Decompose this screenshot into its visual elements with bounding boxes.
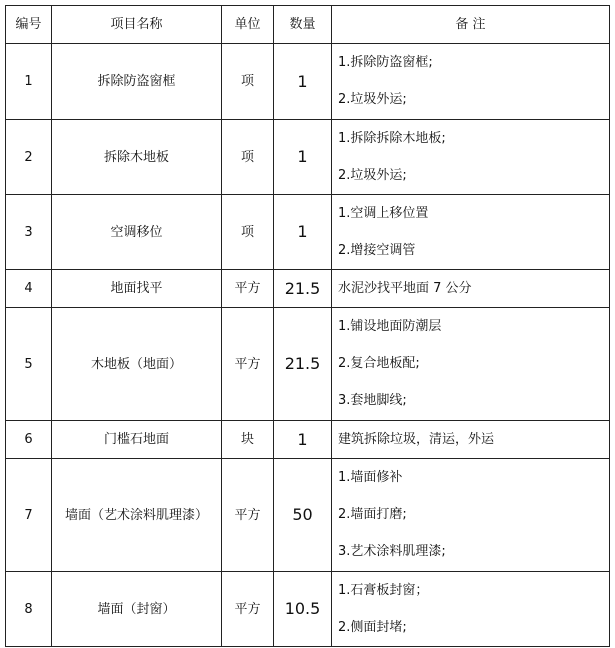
cell-name: 地面找平 (52, 270, 222, 308)
cell-qty: 21.5 (274, 308, 332, 421)
note-line: 2.垃圾外运; (338, 92, 407, 107)
note-line: 3.艺术涂料肌理漆; (338, 544, 446, 559)
cell-unit: 项 (222, 195, 274, 270)
table-row (6, 572, 610, 647)
table-row (6, 421, 610, 459)
header-unit: 单位 (222, 6, 274, 44)
quote-table (5, 5, 610, 647)
cell-unit: 项 (222, 120, 274, 195)
header-note: 备 注 (332, 6, 610, 44)
quote-sheet (5, 5, 609, 647)
note-line: 1.铺设地面防潮层 (338, 319, 442, 334)
note-line: 1.空调上移位置 (338, 205, 429, 221)
cell-name: 门槛石地面 (52, 421, 222, 459)
cell-unit: 块 (222, 421, 274, 459)
cell-name: 木地板（地面） (52, 308, 222, 421)
header-row (6, 6, 610, 44)
cell-note (332, 308, 610, 421)
cell-note (332, 459, 610, 572)
cell-qty: 50 (274, 459, 332, 572)
note-line: 建筑拆除垃圾，清运，外运 (338, 431, 495, 447)
cell-unit: 平方 (222, 572, 274, 647)
cell-qty: 1 (274, 195, 332, 270)
cell-unit: 平方 (222, 308, 274, 421)
cell-no: 2 (6, 120, 52, 195)
cell-no: 8 (6, 572, 52, 647)
cell-unit: 平方 (222, 270, 274, 308)
note-line: 1.石膏板封窗； (338, 582, 429, 598)
cell-no: 7 (6, 459, 52, 572)
cell-no: 5 (6, 308, 52, 421)
cell-name: 拆除木地板 (52, 120, 222, 195)
cell-name: 墙面（艺术涂料肌理漆） (52, 459, 222, 572)
cell-qty: 21.5 (274, 270, 332, 308)
cell-no: 4 (6, 270, 52, 308)
note-line: 2.侧面封堵; (338, 619, 407, 635)
cell-unit: 平方 (222, 459, 274, 572)
cell-name: 空调移位 (52, 195, 222, 270)
cell-name: 拆除防盗窗框 (52, 44, 222, 120)
cell-qty: 1 (274, 44, 332, 120)
cell-note (332, 195, 610, 270)
note-line: 2.垃圾外运; (338, 167, 407, 183)
note-line: 水泥沙找平地面 7 公分 (338, 280, 472, 296)
cell-qty: 10.5 (274, 572, 332, 647)
note-line: 1.拆除拆除木地板; (338, 130, 446, 146)
cell-no: 3 (6, 195, 52, 270)
table-row (6, 120, 610, 195)
note-line: 3.套地脚线; (338, 393, 407, 408)
note-line: 1.拆除防盗窗框; (338, 55, 433, 70)
cell-qty: 1 (274, 120, 332, 195)
table-row (6, 44, 610, 120)
note-line: 2.复合地板配; (338, 356, 420, 371)
cell-note (332, 572, 610, 647)
cell-note (332, 421, 610, 459)
cell-qty: 1 (274, 421, 332, 459)
cell-note (332, 120, 610, 195)
cell-no: 6 (6, 421, 52, 459)
note-line: 2.墙面打磨; (338, 507, 407, 522)
header-name: 项目名称 (52, 6, 222, 44)
cell-name: 墙面（封窗） (52, 572, 222, 647)
note-line: 2.增接空调管 (338, 242, 416, 258)
note-line: 1.墙面修补 (338, 470, 403, 485)
cell-unit: 项 (222, 44, 274, 120)
table-row (6, 308, 610, 421)
cell-no: 1 (6, 44, 52, 120)
header-qty: 数量 (274, 6, 332, 44)
table-row (6, 459, 610, 572)
table-row (6, 195, 610, 270)
header-no: 编号 (6, 6, 52, 44)
cell-note (332, 270, 610, 308)
cell-note (332, 44, 610, 120)
table-row (6, 270, 610, 308)
